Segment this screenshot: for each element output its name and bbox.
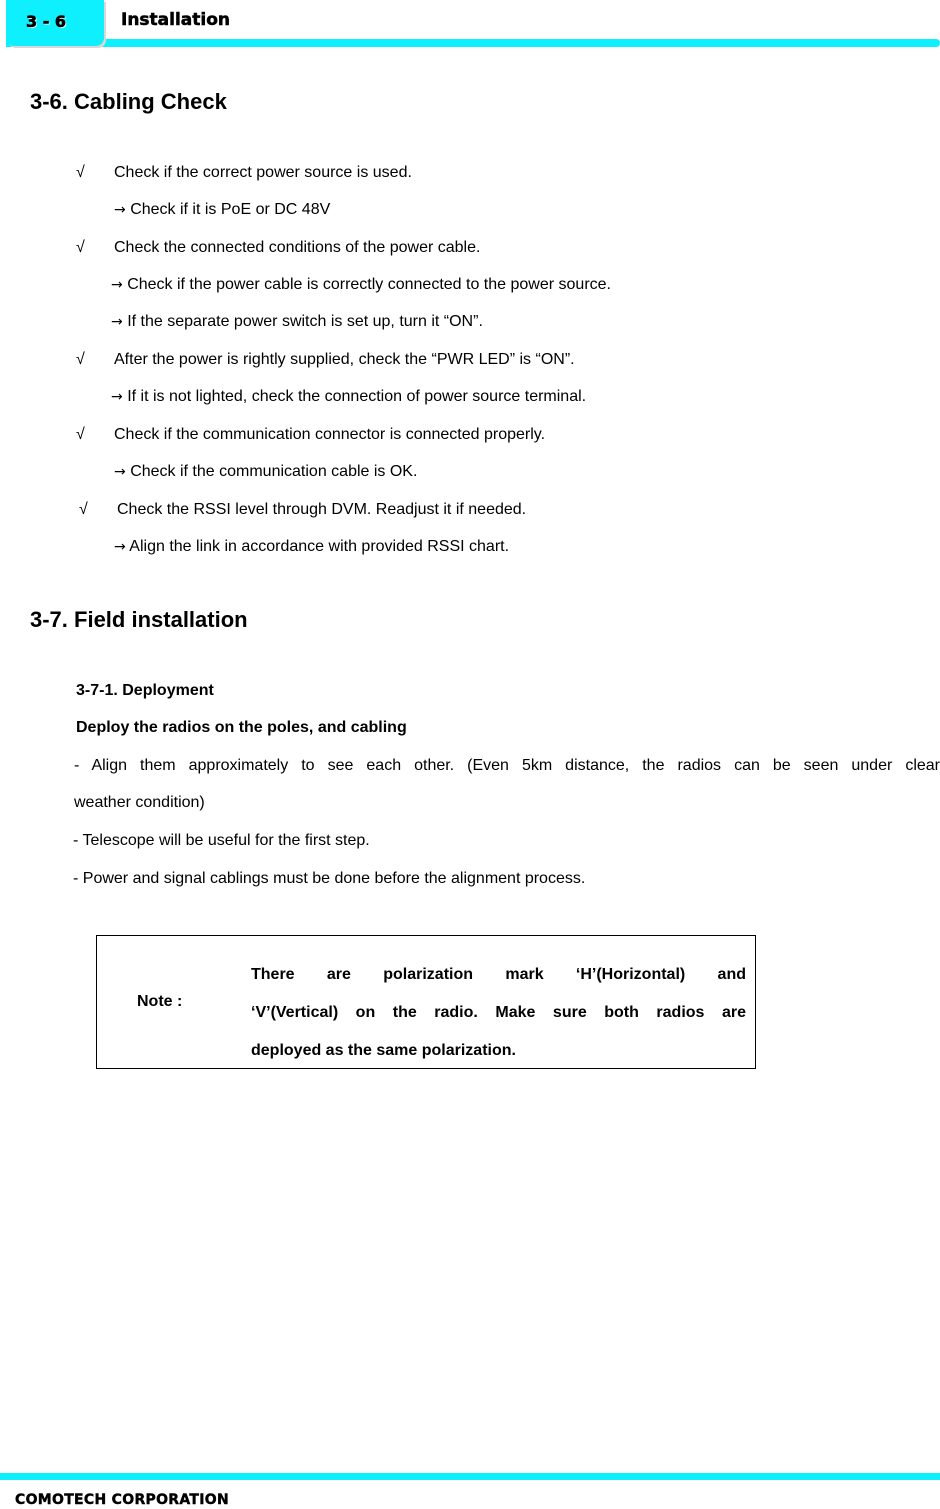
check-item-2: Check the connected conditions of the power cable. [114,239,481,256]
detail-item-5-1: → Align the link in accordance with provided RSSI chart. [114,538,510,555]
check-mark-icon: √ [79,501,88,518]
section-title: Installation [121,10,231,30]
paragraph-cabling: - Power and signal cablings must be done before the alignment process. [73,870,586,887]
paragraph-align-line-1: - Align them approximately to see each other. (Even 5km distance, the radios can be seen under clear [74,757,940,774]
page-number: 3 - 6 [26,12,67,31]
detail-item-2-1: → Check if the power cable is correctly connected to the power source. [111,276,611,293]
detail-item-3-1: → If it is not lighted, check the connection of power source terminal. [111,388,587,405]
deployment-lead: Deploy the radios on the poles, and cabling [76,719,407,736]
detail-item-2-2: → If the separate power switch is set up, turn it “ON”. [111,313,483,330]
arrow-right-icon: → [114,464,126,480]
detail-item-4-1: → Check if the communication cable is OK. [114,463,418,480]
header-bar [6,39,940,47]
note-box [96,935,756,1069]
footer-company: COMOTECH CORPORATION [15,1492,230,1508]
arrow-right-icon: → [111,314,123,330]
paragraph-telescope: - Telescope will be useful for the first step. [73,832,370,849]
note-text [251,956,746,1070]
arrow-right-icon: → [111,277,123,293]
heading-cabling-check: 3-6. Cabling Check [30,89,227,114]
check-item-1: Check if the correct power source is used. [114,164,412,181]
arrow-right-icon: → [114,202,126,218]
paragraph-align-line-2: weather condition) [74,794,205,811]
check-item-5: Check the RSSI level through DVM. Readjust it if needed. [117,501,527,518]
check-mark-icon: √ [76,351,85,368]
heading-field-installation: 3-7. Field installation [30,607,248,632]
detail-item-1-1: → Check if it is PoE or DC 48V [114,201,331,218]
check-mark-icon: √ [76,164,85,181]
note-label: Note : [137,993,183,1010]
check-mark-icon: √ [76,426,85,443]
check-item-3: After the power is rightly supplied, check the “PWR LED” is “ON”. [114,351,575,368]
sub-heading-deployment: 3-7-1. Deployment [76,682,214,699]
check-mark-icon: √ [76,239,85,256]
check-item-4: Check if the communication connector is connected properly. [114,426,546,443]
note-line-3: deployed as the same polarization. [251,1042,516,1059]
note-line-1: There are polarization mark ‘H’(Horizontal) and [251,966,746,983]
arrow-right-icon: → [111,389,123,405]
note-line-2: ‘V’(Vertical) on the radio. Make sure both radios are [251,1004,746,1021]
arrow-right-icon: → [114,539,126,555]
footer-bar [0,1473,940,1480]
